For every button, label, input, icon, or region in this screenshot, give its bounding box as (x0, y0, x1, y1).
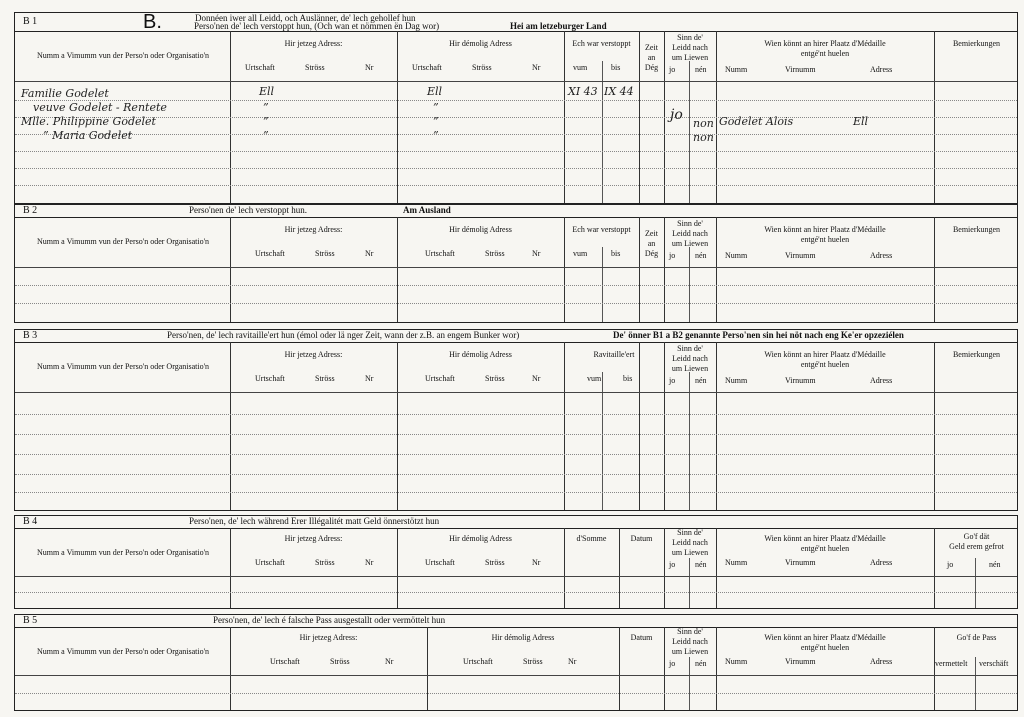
entry-no: non (693, 117, 714, 130)
col-alive-line: um Liewen (671, 647, 709, 656)
entry-name: Mlle. Philippine Godelet (21, 115, 156, 128)
sub-vimumm: Virnumm (785, 558, 816, 567)
col-former-address-header: Hir démolig Adress (491, 633, 555, 642)
sub-numm: Numm (725, 251, 748, 260)
col-alive-line: Leidd nach (672, 229, 708, 238)
sub-adress: Adress (870, 657, 893, 666)
section-title: Perso'nen de' lech verstoppt hun. (189, 205, 307, 215)
section-note: De' önner B1 a B2 genannte Perso'nen sin hei nöt nach eng Ke'er opzeziélen (613, 330, 904, 340)
section-title: Donnéen iwer all Leidd, och Auslänner, de' lech gehollef hun (195, 13, 416, 23)
sub-no: nén (695, 251, 707, 260)
section-header-b2 (14, 204, 1018, 218)
sub-verschaft: verschäft (979, 659, 1009, 668)
b1-table (14, 31, 1018, 204)
section-code: B 5 (23, 615, 38, 626)
section-code: B 3 (23, 330, 38, 341)
sub-numm: Numm (725, 376, 748, 385)
col-current-address-header: Hir jetzeg Adress: (284, 350, 343, 359)
b3-table (14, 342, 1018, 511)
col-hidden-header: Ech war verstoppt (572, 225, 631, 234)
sub-numm: Numm (725, 65, 748, 74)
sub-yes: jo (669, 65, 676, 74)
sub-street: Ströss (485, 374, 505, 383)
sub-no: nén (695, 659, 707, 668)
sub-adress: Adress (870, 65, 893, 74)
col-alive-line: Sinn de' (677, 528, 703, 537)
entry-medal-name: Godelet Alois (719, 115, 794, 128)
col-medal-line: Wien könnt an hirer Plaatz d'Médaille (764, 633, 886, 642)
sub-yes: jo (669, 251, 676, 260)
section-header-b3 (14, 329, 1018, 343)
sub-vermettelt: vermettelt (935, 659, 968, 668)
col-refund-line: Go'f dät (963, 532, 990, 541)
sub-from: vum (573, 63, 588, 72)
sub-street: Ströss (485, 558, 505, 567)
col-date-header: Datum (630, 633, 653, 642)
sub-yes: jo (669, 659, 676, 668)
col-medal-line: entgé'nt huelen (800, 643, 850, 652)
section-country: Am Ausland (403, 205, 451, 215)
col-alive-line: um Liewen (671, 239, 709, 248)
sub-to: bis (611, 63, 621, 72)
col-days-line: Dég (644, 249, 659, 258)
sub-street: Ströss (472, 63, 492, 72)
col-date-header: Datum (630, 534, 653, 543)
col-former-address-header: Hir démolig Adress (449, 39, 512, 48)
section-b4 (14, 515, 1018, 608)
sub-city: Urtschaft (425, 249, 455, 258)
col-alive-line: Sinn de' (677, 627, 703, 636)
col-ravitailleert-header: Ravitaille'ert (593, 350, 635, 359)
section-header-b4 (14, 515, 1018, 529)
section-title: Perso'nen, de' lech während Erer Illégalitét matt Geld önnerstötzt hun (189, 516, 440, 526)
entry-name: veuve Godelet - Rentete (33, 101, 167, 114)
sub-adress: Adress (870, 558, 893, 567)
section-code: B 4 (23, 516, 38, 527)
sub-adress: Adress (870, 376, 893, 385)
sub-street: Ströss (523, 657, 543, 666)
col-current-address-header: Hir jetzeg Adress: (284, 225, 343, 234)
col-medal-line: Wien könnt an hirer Plaatz d'Médaille (764, 534, 886, 543)
sub-street: Ströss (315, 558, 335, 567)
b2-table (14, 217, 1018, 323)
sub-no: nén (695, 65, 707, 74)
b4-table (14, 528, 1018, 609)
sub-street: Ströss (315, 374, 335, 383)
section-title: Perso'nen, de' lech ravitaille'ert hun (émol oder lä nger Zeit, wann der z.B. an engem Bunker wor) (167, 330, 520, 340)
col-alive-line: um Liewen (671, 364, 709, 373)
sub-nr: Nr (365, 249, 374, 258)
sub-nr: Nr (532, 558, 541, 567)
col-medal-line: entgé'nt huelen (800, 235, 850, 244)
sub-street: Ströss (330, 657, 350, 666)
entry-former: Ell (427, 85, 443, 98)
sub-no: nén (989, 560, 1001, 569)
section-code: B 1 (23, 16, 38, 27)
col-remarks-header: Bemierkungen (952, 350, 1001, 359)
col-current-address-header: Hir jetzeg Adress: (299, 633, 358, 642)
sub-from: vum (587, 374, 602, 383)
entry-city: ” (263, 101, 269, 114)
section-title: Perso'nen, de' lech é falsche Pass ausgestallt oder vermöttelt hun (213, 615, 446, 625)
col-sum-header: d'Somme (576, 534, 607, 543)
col-alive-line: Sinn de' (677, 219, 703, 228)
sub-yes: jo (669, 560, 676, 569)
col-hidden-header: Ech war verstoppt (572, 39, 631, 48)
sub-city: Urtschaft (412, 63, 442, 72)
col-alive-line: Leidd nach (672, 637, 708, 646)
b5-table (14, 627, 1018, 711)
entry-city: ” (263, 129, 269, 142)
entry-former: ” (433, 129, 439, 142)
sub-city: Urtschaft (463, 657, 493, 666)
col-medal-line: entgé'nt huelen (800, 360, 850, 369)
section-b2 (14, 204, 1018, 322)
section-b1 (14, 12, 1018, 204)
col-alive-line: Leidd nach (672, 354, 708, 363)
col-alive-line: Leidd nach (672, 43, 708, 52)
col-current-address-header: Hir jetzeg Adress: (284, 534, 343, 543)
col-days-line: an (647, 53, 656, 62)
col-name-header: Numm a Vimumm vun der Perso'n oder Organisatio'n (36, 548, 210, 557)
sub-vimumm: Virnumm (785, 251, 816, 260)
sub-from: vum (573, 249, 588, 258)
entry-to: IX 44 (604, 85, 634, 98)
entry-former: ” (433, 115, 439, 128)
col-remarks-header: Bemierkungen (952, 39, 1001, 48)
col-name-header: Numm a Vimumm vun der Perso'n oder Organisatio'n (36, 647, 210, 656)
col-alive-line: Leidd nach (672, 538, 708, 547)
sub-street: Ströss (485, 249, 505, 258)
col-remarks-header: Bemierkungen (952, 225, 1001, 234)
sub-city: Urtschaft (425, 374, 455, 383)
col-days-line: Dég (644, 63, 659, 72)
col-days-line: Zeit (645, 229, 658, 238)
col-days-line: an (647, 239, 656, 248)
col-name-header: Numm a Vimumm vun der Perso'n oder Organisatio'n (36, 237, 210, 246)
sub-city: Urtschaft (255, 374, 285, 383)
sub-nr: Nr (365, 63, 374, 72)
entry-name: ” Maria Godelet (43, 129, 133, 142)
sub-vimumm: Virnumm (785, 376, 816, 385)
sub-numm: Numm (725, 558, 748, 567)
sub-vimumm: Virnumm (785, 657, 816, 666)
entry-city: Ell (259, 85, 275, 98)
col-days-line: Zeit (645, 43, 658, 52)
col-name-header: Numm a Vimumm vun der Perso'n oder Organisatio'n (36, 51, 210, 60)
col-alive-line: um Liewen (671, 548, 709, 557)
entry-name: Familie Godelet (21, 87, 109, 100)
sub-nr: Nr (385, 657, 394, 666)
entry-from: XI 43 (568, 85, 598, 98)
section-b5 (14, 614, 1018, 710)
col-former-address-header: Hir démolig Adress (449, 534, 512, 543)
col-pass-header: Go'f de Pass (956, 633, 997, 642)
section-header-b5 (14, 614, 1018, 628)
col-former-address-header: Hir démolig Adress (449, 350, 512, 359)
sub-adress: Adress (870, 251, 893, 260)
col-medal-line: Wien könnt an hirer Plaatz d'Médaille (764, 350, 886, 359)
sub-city: Urtschaft (245, 63, 275, 72)
section-subtitle: Perso'nen de' lech verstoppt hun, (Och wan et nömmen ën Dag wor) (194, 21, 440, 31)
sub-street: Ströss (315, 249, 335, 258)
sub-to: bis (623, 374, 633, 383)
sub-numm: Numm (725, 657, 748, 666)
section-country: Hei am letzeburger Land (510, 21, 607, 31)
sub-vimumm: Virnumm (785, 65, 816, 74)
sub-nr: Nr (532, 63, 541, 72)
col-refund-line: Geld erem gefrot (949, 542, 1004, 551)
col-alive-line: um Liewen (671, 53, 709, 62)
col-alive-line: Sinn de' (677, 344, 703, 353)
col-medal-line: Wien könnt an hirer Plaatz d'Médaille (764, 39, 886, 48)
entry-medal-address: Ell (853, 115, 869, 128)
col-medal-line: entgé'nt huelen (800, 49, 850, 58)
sub-nr: Nr (365, 374, 374, 383)
sub-street: Ströss (305, 63, 325, 72)
sub-nr: Nr (568, 657, 577, 666)
entry-yes: jo (670, 107, 683, 123)
col-alive-line: Sinn de' (677, 33, 703, 42)
entry-no: non (693, 131, 714, 144)
col-medal-line: Wien könnt an hirer Plaatz d'Médaille (764, 225, 886, 234)
sub-yes: jo (669, 376, 676, 385)
sub-nr: Nr (532, 374, 541, 383)
sub-city: Urtschaft (255, 249, 285, 258)
sub-no: nén (695, 376, 707, 385)
section-b3 (14, 329, 1018, 510)
col-former-address-header: Hir démolig Adress (449, 225, 512, 234)
section-code: B 2 (23, 205, 38, 216)
sub-city: Urtschaft (270, 657, 300, 666)
sub-city: Urtschaft (255, 558, 285, 567)
form-letter: B. (143, 11, 162, 33)
col-name-header: Numm a Vimumm vun der Perso'n oder Organisatio'n (36, 362, 210, 371)
entry-city: ” (263, 115, 269, 128)
sub-city: Urtschaft (425, 558, 455, 567)
sub-nr: Nr (532, 249, 541, 258)
col-current-address-header: Hir jetzeg Adress: (284, 39, 343, 48)
sub-no: nén (695, 560, 707, 569)
entry-former: ” (433, 101, 439, 114)
col-medal-line: entgé'nt huelen (800, 544, 850, 553)
sub-to: bis (611, 249, 621, 258)
sub-nr: Nr (365, 558, 374, 567)
sub-yes: jo (947, 560, 954, 569)
